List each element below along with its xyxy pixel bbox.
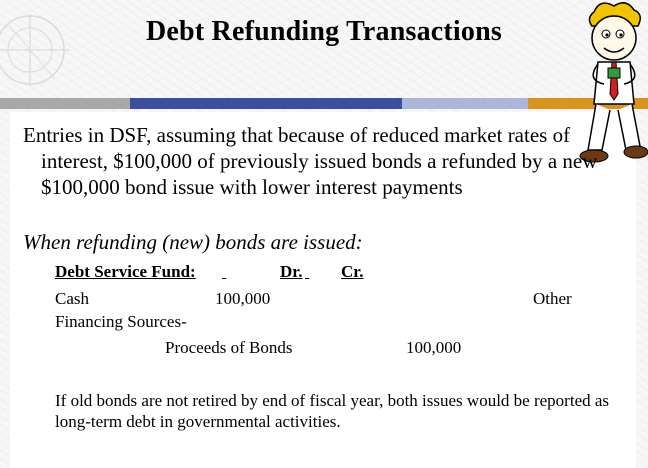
journal-header-gap-2 bbox=[305, 262, 341, 282]
debit-amount: 100,000 bbox=[215, 289, 271, 308]
title-band-light-blue bbox=[402, 98, 528, 109]
right-label: Other bbox=[533, 289, 572, 308]
intro-paragraph: Entries in DSF, assuming that because of reduced market rates of interest, $100,000 of previously issued bonds a refunded by a new $100,000 bond issue with lower interest payments bbox=[23, 123, 598, 199]
credit-amount: 100,000 bbox=[406, 338, 462, 357]
journal-dr-label: Dr. bbox=[280, 262, 303, 281]
journal-cr-label: Cr. bbox=[341, 262, 364, 281]
debit-account: Cash bbox=[55, 289, 89, 308]
footnote: If old bonds are not retired by end of fiscal year, both issues would be reported as long-term debt in governmental activities. bbox=[55, 391, 610, 431]
credit-account-line2: Proceeds of Bonds bbox=[165, 338, 293, 357]
credit-account-line1: Financing Sources- bbox=[55, 312, 187, 331]
title-band-grey bbox=[0, 98, 130, 109]
subheading: When refunding (new) bonds are issued: bbox=[23, 230, 363, 254]
title-band-blue bbox=[130, 98, 402, 109]
journal-header-gap-1 bbox=[222, 262, 280, 282]
slide-title: Debt Refunding Transactions bbox=[146, 16, 502, 47]
journal-fund-label: Debt Service Fund: bbox=[55, 262, 196, 281]
